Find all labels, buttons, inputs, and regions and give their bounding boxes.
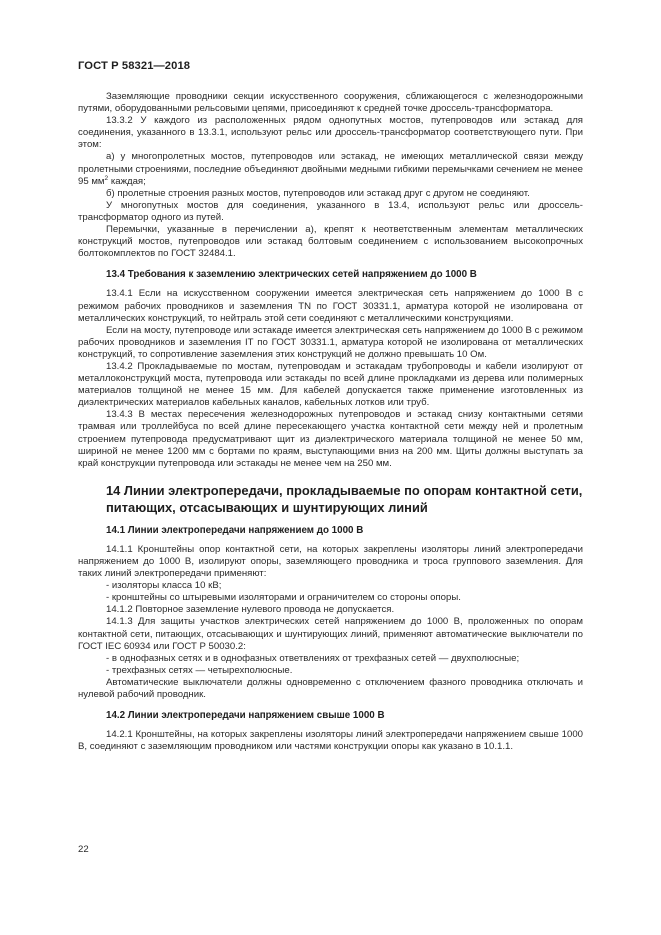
paragraph: Перемычки, указанные в перечислении а), крепят к неответственным элементам металлических конструкций мостов, путепроводов или эстакад болтовым соединением с использованием высокопрочных болтокомплектов по ГОСТ 32484.1.	[78, 224, 583, 260]
document-header: ГОСТ Р 58321—2018	[78, 60, 191, 72]
section-heading-14-2: 14.2 Линии электропередачи напряжением свыше 1000 В	[106, 710, 385, 722]
paragraph: Если на мосту, путепроводе или эстакаде имеется электрическая сеть напряжением до 1000 В с режимом рабочих проводников и заземления IT по ГОСТ 30331.1, арматура которой не изолирована от металлических конструкций, то сопротивление заземления этих конструкций не должно превышать 10 Ом.	[78, 324, 583, 360]
list-item: - кронштейны со штыревыми изоляторами и ограничителем со стороны опоры.	[106, 592, 461, 604]
clause-13-4-2: 13.4.2 Прокладываемые по мостам, путепроводам и эстакадам трубопроводы и кабели изолируют от металлоконструкций моста, путепровода или эстакады по всей длине прокладками из дерева или полимерных материалов толщиной не менее 15 мм. Для кабелей допускается также применение изготовленных из диэлектрических материалов кабельных каналов, кабельных лотков или труб.	[78, 360, 583, 409]
list-item: - изоляторы класса 10 кВ;	[106, 580, 222, 592]
page-number: 22	[78, 844, 89, 855]
paragraph: У многопутных мостов для соединения, указанного в 13.4, используют рельс или дроссель-трансформатор одного из путей.	[78, 199, 583, 223]
clause-14-1-2: 14.1.2 Повторное заземление нулевого провода не допускается.	[106, 604, 395, 616]
clause-13-4-3: 13.4.3 В местах пересечения железнодорожных путепроводов и эстакад снизу контактными сетями трамвая или троллейбуса по всей длине пересекающего участка контактной сети между ней и пролетным строением путепровода предусматривают щит из диэлектрического материала толщиной не менее 50 мм, шириной не менее 1200 мм с бортами по краям, выступающими вниз на 200 мм. Щиты должны выступать за край конструкции путепровода или эстакады не менее чем на 250 мм.	[78, 409, 583, 469]
paragraph: Заземляющие проводники секции искусственного сооружения, сближающегося с железнодорожными путями, оборудованными рельсовыми цепями, присоединяют к средней точке дроссель-трансформатора.	[78, 91, 583, 115]
section-heading-14-1: 14.1 Линии электропередачи напряжением до 1000 В	[106, 524, 364, 536]
clause-13-3-2: 13.3.2 У каждого из расположенных рядом однопутных мостов, путепроводов или эстакад для соединения, указанного в 13.3.1, используют рельс или дроссель-трансформатор соответствующего пути. При этом:	[78, 115, 583, 151]
section-heading-13-4: 13.4 Требования к заземлению электрических сетей напряжением до 1000 В	[106, 269, 477, 281]
list-item: - в однофазных сетях и в однофазных ответвлениях от трехфазных сетей — двухполюсные;	[106, 652, 520, 664]
section-heading-14: 14 Линии электропередачи, прокладываемые по опорам контактной сети, питающих, отсасывающих и шунтирующих линий	[106, 482, 583, 515]
list-item-b: б) пролетные строения разных мостов, путепроводов или эстакад друг с другом не соединяют.	[106, 187, 530, 199]
clause-14-1-3: 14.1.3 Для защиты участков электрических сетей напряжением до 1000 В, проложенных по опорам контактной сети, питающих, отсасывающих и шунтирующих линий, применяют автоматические выключатели по ГОСТ IEC 60934 или ГОСТ Р 50030.2:	[78, 616, 583, 652]
list-item-a-text: а) у многопролетных мостов, путепроводов или эстакад, не имеющих металлической связи между пролетными строениями, последние объединяют двойными медными гибкими перемычками сечением не менее 95 мм	[78, 151, 583, 187]
list-item: - трехфазных сетях — четырехполюсные.	[106, 664, 293, 676]
superscript: 2	[104, 174, 109, 182]
list-item-a	[78, 151, 583, 187]
list-item-a-tail: каждая;	[108, 175, 146, 187]
clause-14-1-1: 14.1.1 Кронштейны опор контактной сети, на которых закреплены изоляторы линий электропередачи напряжением до 1000 В, изолируют опоры, заземляющего проводника и троса группового заземления. Для таких линий электропередачи применяют:	[78, 543, 583, 580]
document-body	[78, 91, 583, 753]
paragraph: Автоматические выключатели должны одновременно с отключением фазного проводника отключать и нулевой рабочий проводник.	[78, 676, 583, 701]
clause-13-4-1: 13.4.1 Если на искусственном сооружении имеется электрическая сеть напряжением до 1000 В с режимом рабочих проводников и заземления TN по ГОСТ 30331.1, арматура которой не изолирована от металлических конструкций, то нейтраль этой сети соединяют с металлическими конструкциями.	[78, 288, 583, 324]
clause-14-2-1: 14.2.1 Кронштейны, на которых закреплены изоляторы линий электропередачи напряжением свыше 1000 В, соединяют с заземляющим проводником или частями конструкции опоры как указано в 10.1.1.	[78, 729, 583, 753]
